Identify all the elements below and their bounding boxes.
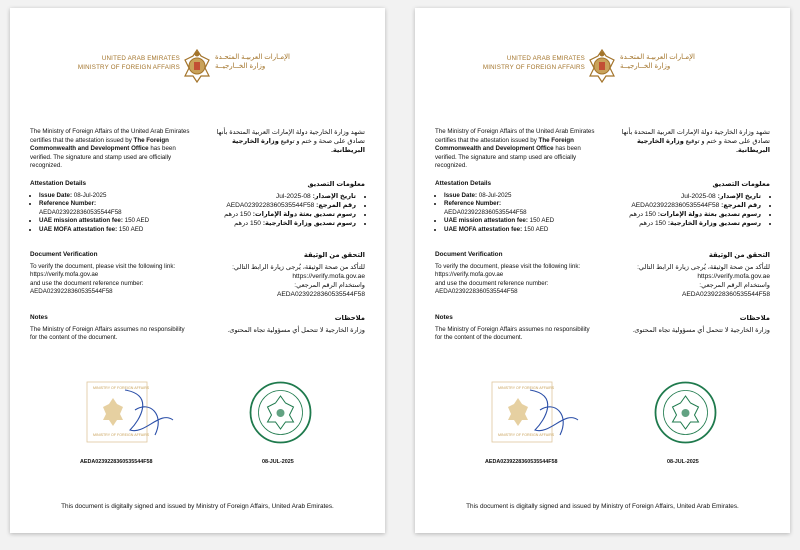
document-page-right xyxy=(415,8,790,533)
gold-ministry-stamp-icon xyxy=(85,380,180,445)
svg-text:MINISTRY OF FOREIGN AFFAIRS: MINISTRY OF FOREIGN AFFAIRS xyxy=(498,433,555,437)
svg-text:MINISTRY OF FOREIGN AFFAIRS: MINISTRY OF FOREIGN AFFAIRS xyxy=(498,386,555,390)
stamp-date: 08-JUL-2025 xyxy=(262,459,294,465)
svg-text:MINISTRY OF FOREIGN AFFAIRS: MINISTRY OF FOREIGN AFFAIRS xyxy=(93,433,150,437)
issue-date: • Issue Date: 08-Jul-2025 xyxy=(444,192,595,201)
letterhead-english: UNITED ARAB EMIRATES MINISTRY OF FOREIGN AFFAIRS xyxy=(77,55,180,71)
mofa-fee: • UAE MOFA attestation fee: 150 AED xyxy=(39,226,190,235)
reference-number: • Reference Number: AEDA0239228360535544F58 xyxy=(39,200,190,217)
letterhead-english: UNITED ARAB EMIRATES MINISTRY OF FOREIGN AFFAIRS xyxy=(482,55,585,71)
attestation-details-arabic: معلومات التصديق • تاريخ الإصدار: 08-Jul-2025 • رقم المرجع: AEDA0239228360535544F58 • رسوم تصديق بعثة دولة الإمارات: 150 درهم • رسوم تصديق وزارة الخارجية: 150 درهم xyxy=(205,180,365,228)
notes-english: Notes The Ministry of Foreign Affairs assumes no responsibility for the content of the document. xyxy=(30,314,185,342)
mission-fee: • UAE mission attestation fee: 150 AED xyxy=(39,217,190,226)
document-verification-arabic: التحقق من الوثيقة للتأكد من صحة الوثيقة، يُرجى زيارة الرابط التالي: https://verify.mofa.gov.ae واستخدام الرقم المرجعي: AEDA0239228360535544F58 xyxy=(232,252,365,298)
document-verification-arabic: التحقق من الوثيقة للتأكد من صحة الوثيقة، يُرجى زيارة الرابط التالي: https://verify.mofa.gov.ae واستخدام الرقم المرجعي: AEDA0239228360535544F58 xyxy=(637,252,770,298)
stamp-reference-code: AEDA0239228360535544F58 xyxy=(80,459,153,465)
uae-falcon-emblem-icon xyxy=(181,46,213,86)
intro-arabic: تشهد وزارة الخارجية دولة الإمارات العربية المتحدة بأنها تصادق على صحة و ختم و توقيع وزارة الخارجية البريطانية. xyxy=(216,129,365,154)
document-verification-english: Document Verification To verify the document, please visit the following link: https://verify.mofa.gov.ae and use the document reference number: AEDA0239228360535544F58 xyxy=(435,251,581,296)
stamp-date: 08-JUL-2025 xyxy=(667,459,699,465)
uae-falcon-emblem-icon xyxy=(586,46,618,86)
gold-ministry-stamp-icon xyxy=(490,380,585,445)
mission-fee: • UAE mission attestation fee: 150 AED xyxy=(444,217,595,226)
mofa-fee: • UAE MOFA attestation fee: 150 AED xyxy=(444,226,595,235)
document-verification-english: Document Verification To verify the document, please visit the following link: https://verify.mofa.gov.ae and use the document reference number: AEDA0239228360535544F58 xyxy=(30,251,176,296)
reference-number: • Reference Number: AEDA0239228360535544F58 xyxy=(444,200,595,217)
letterhead xyxy=(10,46,385,96)
attestation-details-english: Attestation Details • Issue Date: 08-Jul-2025 • Reference Number: AEDA0239228360535544F58 • UAE mission attestation fee: 150 AED • UAE MOFA attestation fee: 150 AED xyxy=(435,180,595,235)
document-page-left xyxy=(10,8,385,533)
intro-arabic: تشهد وزارة الخارجية دولة الإمارات العربية المتحدة بأنها تصادق على صحة و ختم و توقيع وزارة الخارجية البريطانية. xyxy=(621,129,770,154)
intro-english: The Ministry of Foreign Affairs of the United Arab Emirates certifies that the attestation issued by The Foreign Commonwealth and Development Office has been verified. The signature and stamp used are officially recognized. xyxy=(30,128,190,170)
letterhead-arabic: الإمـارات العربيـة المتحـدة وزارة الخــارجيــة xyxy=(215,54,291,70)
notes-arabic: ملاحظات وزارة الخارجية لا تتحمل أي مسؤولية تجاه المحتوى. xyxy=(227,315,365,334)
letterhead-arabic: الإمـارات العربيـة المتحـدة وزارة الخــارجيــة xyxy=(620,54,696,70)
attestation-details-arabic: معلومات التصديق • تاريخ الإصدار: 08-Jul-2025 • رقم المرجع: AEDA0239228360535544F58 • رسوم تصديق بعثة دولة الإمارات: 150 درهم • رسوم تصديق وزارة الخارجية: 150 درهم xyxy=(610,180,770,228)
svg-text:MINISTRY OF FOREIGN AFFAIRS: MINISTRY OF FOREIGN AFFAIRS xyxy=(93,386,150,390)
stamp-reference-code: AEDA0239228360535544F58 xyxy=(485,459,558,465)
green-seal-stamp-icon xyxy=(653,380,718,445)
notes-english: Notes The Ministry of Foreign Affairs assumes no responsibility for the content of the document. xyxy=(435,314,590,342)
intro-english: The Ministry of Foreign Affairs of the United Arab Emirates certifies that the attestation issued by The Foreign Commonwealth and Development Office has been verified. The signature and stamp used are officially recognized. xyxy=(435,128,595,170)
footer-note: This document is digitally signed and issued by Ministry of Foreign Affairs, United Arab Emirates. xyxy=(466,503,739,510)
attestation-details-english: Attestation Details • Issue Date: 08-Jul-2025 • Reference Number: AEDA0239228360535544F58 • UAE mission attestation fee: 150 AED • UAE MOFA attestation fee: 150 AED xyxy=(30,180,190,235)
green-seal-stamp-icon xyxy=(248,380,313,445)
notes-arabic: ملاحظات وزارة الخارجية لا تتحمل أي مسؤولية تجاه المحتوى. xyxy=(632,315,770,334)
issue-date: • Issue Date: 08-Jul-2025 xyxy=(39,192,190,201)
letterhead xyxy=(415,46,790,96)
footer-note: This document is digitally signed and issued by Ministry of Foreign Affairs, United Arab Emirates. xyxy=(61,503,334,510)
